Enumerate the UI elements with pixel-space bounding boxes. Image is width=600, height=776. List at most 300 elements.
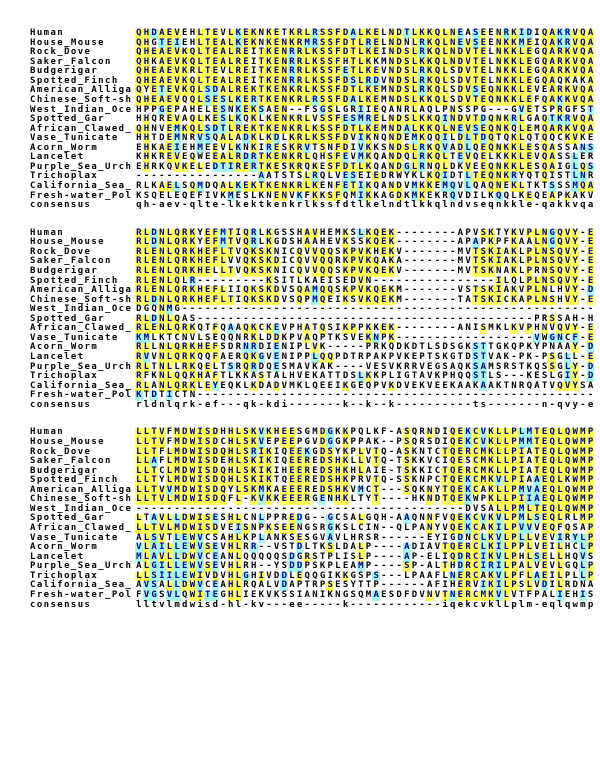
sequence-residues [135, 553, 594, 563]
residue: R [465, 589, 471, 600]
residue: - [434, 599, 441, 610]
residue: - [434, 503, 441, 514]
residue: I [557, 589, 563, 600]
residue: - [480, 390, 487, 401]
residue: - [197, 390, 203, 401]
residue: - [266, 313, 272, 324]
residue: R [136, 371, 142, 382]
residue: E [587, 332, 594, 343]
residue: - [205, 503, 211, 514]
residue: D [396, 190, 402, 201]
residue: Q [434, 123, 441, 134]
residue: T [442, 542, 448, 553]
residue: h [143, 200, 150, 211]
residue: - [159, 171, 165, 182]
residue: E [342, 171, 349, 182]
residue: Q [580, 161, 586, 172]
residue: K [365, 56, 372, 67]
residue: Q [243, 551, 249, 562]
residue: - [381, 561, 387, 572]
residue: Q [227, 332, 234, 343]
residue: P [587, 456, 594, 467]
residue: Q [388, 342, 395, 353]
sequence-residues [135, 77, 594, 87]
residue: S [296, 427, 303, 438]
residue: S [220, 342, 226, 353]
residue: Q [450, 475, 456, 486]
residue: Q [182, 371, 188, 382]
residue: Q [136, 94, 142, 105]
residue: N [266, 190, 272, 201]
residue: L [572, 171, 578, 182]
residue: Q [182, 589, 188, 600]
residue: - [250, 304, 257, 315]
residue: K [388, 380, 395, 391]
residue: L [220, 285, 226, 296]
residue: Q [541, 161, 548, 172]
residue: R [564, 513, 571, 524]
residue: M [358, 152, 364, 163]
residue: P [350, 475, 356, 486]
residue: K [365, 227, 372, 238]
residue: V [358, 256, 364, 267]
residue: W [572, 494, 578, 505]
residue: L [235, 561, 242, 572]
residue: T [373, 494, 379, 505]
residue: D [258, 342, 265, 353]
sequence-label: Rock_Dove [30, 47, 92, 58]
residue: F [212, 227, 219, 238]
residue: D [526, 28, 532, 38]
residue: Q [174, 227, 180, 238]
residue: A [365, 465, 372, 476]
residue: r [136, 399, 142, 410]
residue: R [159, 114, 165, 125]
residue: - [434, 285, 441, 296]
residue: E [381, 237, 387, 248]
residue: Y [350, 580, 356, 591]
residue: P [250, 532, 257, 543]
residue: I [442, 580, 448, 591]
residue: E [273, 161, 280, 172]
residue: N [388, 56, 395, 67]
residue: E [227, 523, 234, 533]
residue: E [289, 494, 295, 505]
residue: R [235, 47, 242, 58]
residue: - [419, 246, 425, 257]
residue: T [220, 371, 226, 382]
residue: N [450, 37, 456, 48]
sequence-label: Purple_Sea_Urch [30, 161, 133, 172]
residue: L [526, 570, 532, 581]
residue: E [212, 561, 219, 572]
residue: S [312, 523, 318, 533]
residue: - [549, 304, 555, 315]
residue: R [136, 285, 142, 296]
residue: Q [151, 114, 157, 125]
residue: - [434, 399, 441, 410]
residue: - [396, 227, 402, 238]
residue: Q [434, 66, 441, 77]
residue: K [312, 75, 318, 86]
residue: L [503, 580, 510, 591]
residue: N [450, 123, 456, 134]
residue: E [342, 561, 349, 572]
residue: A [549, 75, 555, 86]
residue: - [335, 390, 341, 401]
residue: Q [526, 133, 532, 144]
residue: N [281, 114, 287, 125]
residue: R [511, 114, 517, 125]
residue: K [235, 142, 242, 153]
residue: L [227, 56, 234, 67]
residue: Q [557, 75, 563, 86]
residue: - [205, 304, 211, 315]
residue: W [189, 475, 196, 486]
residue: M [143, 332, 150, 343]
residue: I [197, 446, 203, 457]
residue: I [495, 523, 502, 533]
residue: L [495, 436, 502, 447]
residue: E [151, 47, 157, 58]
residue: Q [319, 294, 326, 305]
residue: L [411, 28, 418, 38]
residue: Q [434, 171, 441, 182]
residue: L [465, 171, 471, 182]
residue: R [235, 161, 242, 172]
residue: E [205, 380, 211, 391]
residue: S [472, 85, 479, 96]
residue: S [335, 265, 341, 276]
residue: I [197, 513, 203, 524]
residue: E [327, 294, 333, 305]
residue: T [587, 104, 594, 115]
residue: - [388, 304, 395, 315]
residue: K [488, 589, 494, 600]
residue: - [381, 580, 387, 591]
residue: W [396, 171, 402, 182]
residue: L [197, 380, 203, 391]
residue: V [174, 47, 180, 58]
residue: I [197, 456, 203, 467]
residue: L [166, 313, 173, 324]
residue: P [296, 342, 303, 353]
residue: N [450, 47, 456, 58]
residue: L [358, 161, 364, 172]
residue: L [534, 227, 540, 238]
residue: Q [411, 513, 418, 524]
residue: S [205, 513, 211, 524]
residue: S [327, 85, 333, 96]
residue: K [411, 456, 418, 467]
residue: - [465, 399, 471, 410]
residue: R [388, 171, 395, 182]
residue: D [342, 161, 349, 172]
residue: - [358, 503, 364, 514]
residue: P [526, 323, 532, 334]
consensus-label: consensus [30, 399, 92, 410]
residue: L [220, 246, 226, 257]
residue: R [419, 85, 425, 96]
residue: S [243, 475, 249, 486]
residue: P [411, 570, 418, 581]
residue: P [373, 580, 379, 591]
residue: A [541, 589, 548, 600]
residue: H [335, 484, 341, 495]
residue: Q [189, 123, 196, 134]
residue: K [388, 237, 395, 248]
residue: K [296, 190, 303, 201]
residue: S [472, 361, 479, 372]
residue: K [365, 256, 372, 267]
residue: F [212, 285, 219, 296]
residue: V [472, 503, 479, 514]
residue: G [243, 570, 249, 581]
residue: D [212, 523, 219, 533]
residue: L [227, 85, 234, 96]
residue: A [587, 56, 594, 67]
residue: E [457, 446, 464, 457]
residue: N [450, 114, 456, 125]
residue: S [243, 436, 249, 447]
residue: R [250, 227, 257, 238]
residue: - [227, 304, 234, 315]
residue: P [365, 352, 372, 362]
residue: F [159, 446, 165, 457]
residue: M [580, 427, 586, 438]
residue: - [327, 390, 333, 401]
residue: A [151, 380, 157, 391]
residue: - [266, 390, 272, 401]
residue: V [159, 551, 165, 562]
residue: L [227, 181, 234, 191]
residue: W [189, 494, 196, 505]
residue: L [235, 446, 242, 457]
residue: A [488, 503, 494, 514]
residue: E [503, 181, 510, 191]
residue: L [143, 561, 150, 572]
residue: L [411, 123, 418, 134]
residue: M [518, 513, 525, 524]
residue: S [327, 75, 333, 86]
residue: - [580, 332, 586, 343]
residue: R [296, 114, 303, 125]
residue: S [289, 237, 295, 248]
residue: I [197, 484, 203, 495]
residue: - [404, 304, 410, 315]
residue: Q [342, 190, 349, 201]
residue: H [335, 494, 341, 505]
residue: T [442, 446, 448, 457]
residue: E [212, 513, 219, 524]
residue: n [159, 399, 165, 410]
residue: L [442, 94, 448, 105]
residue: F [335, 142, 341, 153]
residue: E [457, 436, 464, 447]
residue: K [342, 237, 349, 248]
residue: K [373, 142, 379, 153]
residue: - [450, 275, 456, 286]
sequence-residues [135, 353, 594, 363]
residue: D [212, 484, 219, 495]
residue: I [480, 580, 487, 591]
residue: K [250, 114, 257, 125]
residue: R [182, 361, 188, 372]
residue: e [526, 200, 532, 211]
residue: R [296, 181, 303, 191]
residue: v [564, 399, 571, 410]
residue: S [327, 28, 333, 38]
residue: K [151, 56, 157, 67]
residue: L [136, 446, 142, 457]
residue: I [381, 47, 387, 58]
residue: V [235, 265, 242, 276]
residue: S [335, 285, 341, 296]
residue: V [281, 294, 287, 305]
residue: K [335, 332, 341, 343]
residue: K [189, 380, 196, 391]
residue: T [472, 265, 479, 276]
residue: N [373, 133, 379, 144]
residue: S [534, 551, 540, 562]
residue: Q [488, 123, 494, 134]
residue: L [404, 570, 410, 581]
residue: M [457, 246, 464, 257]
residue: D [396, 28, 402, 38]
residue: q [189, 200, 196, 211]
residue: K [312, 47, 318, 58]
residue: - [335, 361, 341, 372]
residue: - [419, 332, 425, 343]
residue: - [235, 275, 242, 286]
residue: G [495, 342, 502, 353]
residue: T [495, 133, 502, 144]
residue: K [342, 380, 349, 391]
residue: V [495, 475, 502, 486]
residue: E [358, 171, 364, 182]
residue: - [312, 513, 318, 524]
residue: M [580, 484, 586, 495]
residue: D [212, 465, 219, 476]
residue: Q [450, 181, 456, 191]
residue: Q [197, 323, 203, 334]
residue: K [557, 94, 563, 105]
residue: Q [534, 361, 540, 372]
residue: G [350, 380, 356, 391]
residue: H [564, 542, 571, 553]
residue: L [227, 133, 234, 144]
residue: W [189, 456, 196, 467]
residue: E [541, 484, 548, 495]
residue: Q [205, 352, 211, 362]
residue: S [404, 475, 410, 486]
residue: V [312, 246, 318, 257]
residue: R [419, 436, 425, 447]
residue: L [143, 285, 150, 296]
residue: A [549, 85, 555, 96]
residue: S [205, 123, 211, 134]
residue: A [465, 380, 471, 391]
residue: L [227, 114, 234, 125]
residue: K [182, 161, 188, 172]
residue: - [381, 399, 387, 410]
sequence-residues [135, 457, 594, 467]
residue: S [404, 427, 410, 438]
residue: E [151, 246, 157, 257]
residue: - [411, 304, 418, 315]
residue: K [312, 181, 318, 191]
sequence-residues [135, 315, 594, 325]
residue: S [549, 275, 555, 286]
residue: N [312, 589, 318, 600]
residue: L [304, 94, 310, 105]
sequence-label: Vase_Tunicate [30, 332, 119, 343]
residue: H [450, 580, 456, 591]
residue: S [243, 456, 249, 467]
residue: K [189, 361, 196, 372]
residue: L [534, 256, 540, 267]
residue: S [587, 589, 594, 600]
residue: A [373, 589, 379, 600]
residue: T [312, 542, 318, 553]
residue: K [427, 47, 433, 58]
residue: A [587, 75, 594, 86]
residue: S [205, 465, 211, 476]
residue: K [465, 484, 471, 495]
residue: I [442, 532, 448, 543]
residue: - [450, 227, 456, 238]
residue: E [182, 142, 188, 153]
residue: I [197, 589, 203, 600]
residue: - [273, 599, 280, 610]
residue: V [511, 589, 517, 600]
residue: - [289, 503, 295, 514]
residue: - [381, 542, 387, 553]
residue: V [143, 580, 150, 591]
residue: K [388, 246, 395, 257]
sequence-label: West_Indian_Oce [30, 304, 133, 315]
residue: L [304, 75, 310, 86]
residue: E [243, 75, 249, 86]
residue: Q [212, 181, 219, 191]
residue: K [189, 352, 196, 362]
sequence-label: House_Mouse [30, 436, 106, 447]
residue: K [189, 256, 196, 267]
residue: K [289, 114, 295, 125]
residue: N [159, 275, 165, 286]
residue: A [419, 523, 425, 533]
residue: E [480, 56, 487, 67]
residue: G [557, 361, 563, 372]
residue: E [273, 114, 280, 125]
residue: - [526, 399, 532, 410]
residue: L [227, 37, 234, 48]
residue: F [304, 104, 310, 115]
residue: T [258, 152, 265, 163]
residue: S [404, 47, 410, 58]
residue: N [541, 237, 548, 248]
residue: V [220, 542, 226, 553]
sequence-label: Fresh-water_Pol [30, 190, 133, 201]
residue: L [136, 494, 142, 505]
residue: V [396, 246, 402, 257]
residue: Q [296, 265, 303, 276]
residue: V [465, 75, 471, 86]
residue: T [227, 265, 234, 276]
sequence-residues [135, 182, 594, 192]
residue: S [549, 256, 555, 267]
residue: L [419, 171, 425, 182]
